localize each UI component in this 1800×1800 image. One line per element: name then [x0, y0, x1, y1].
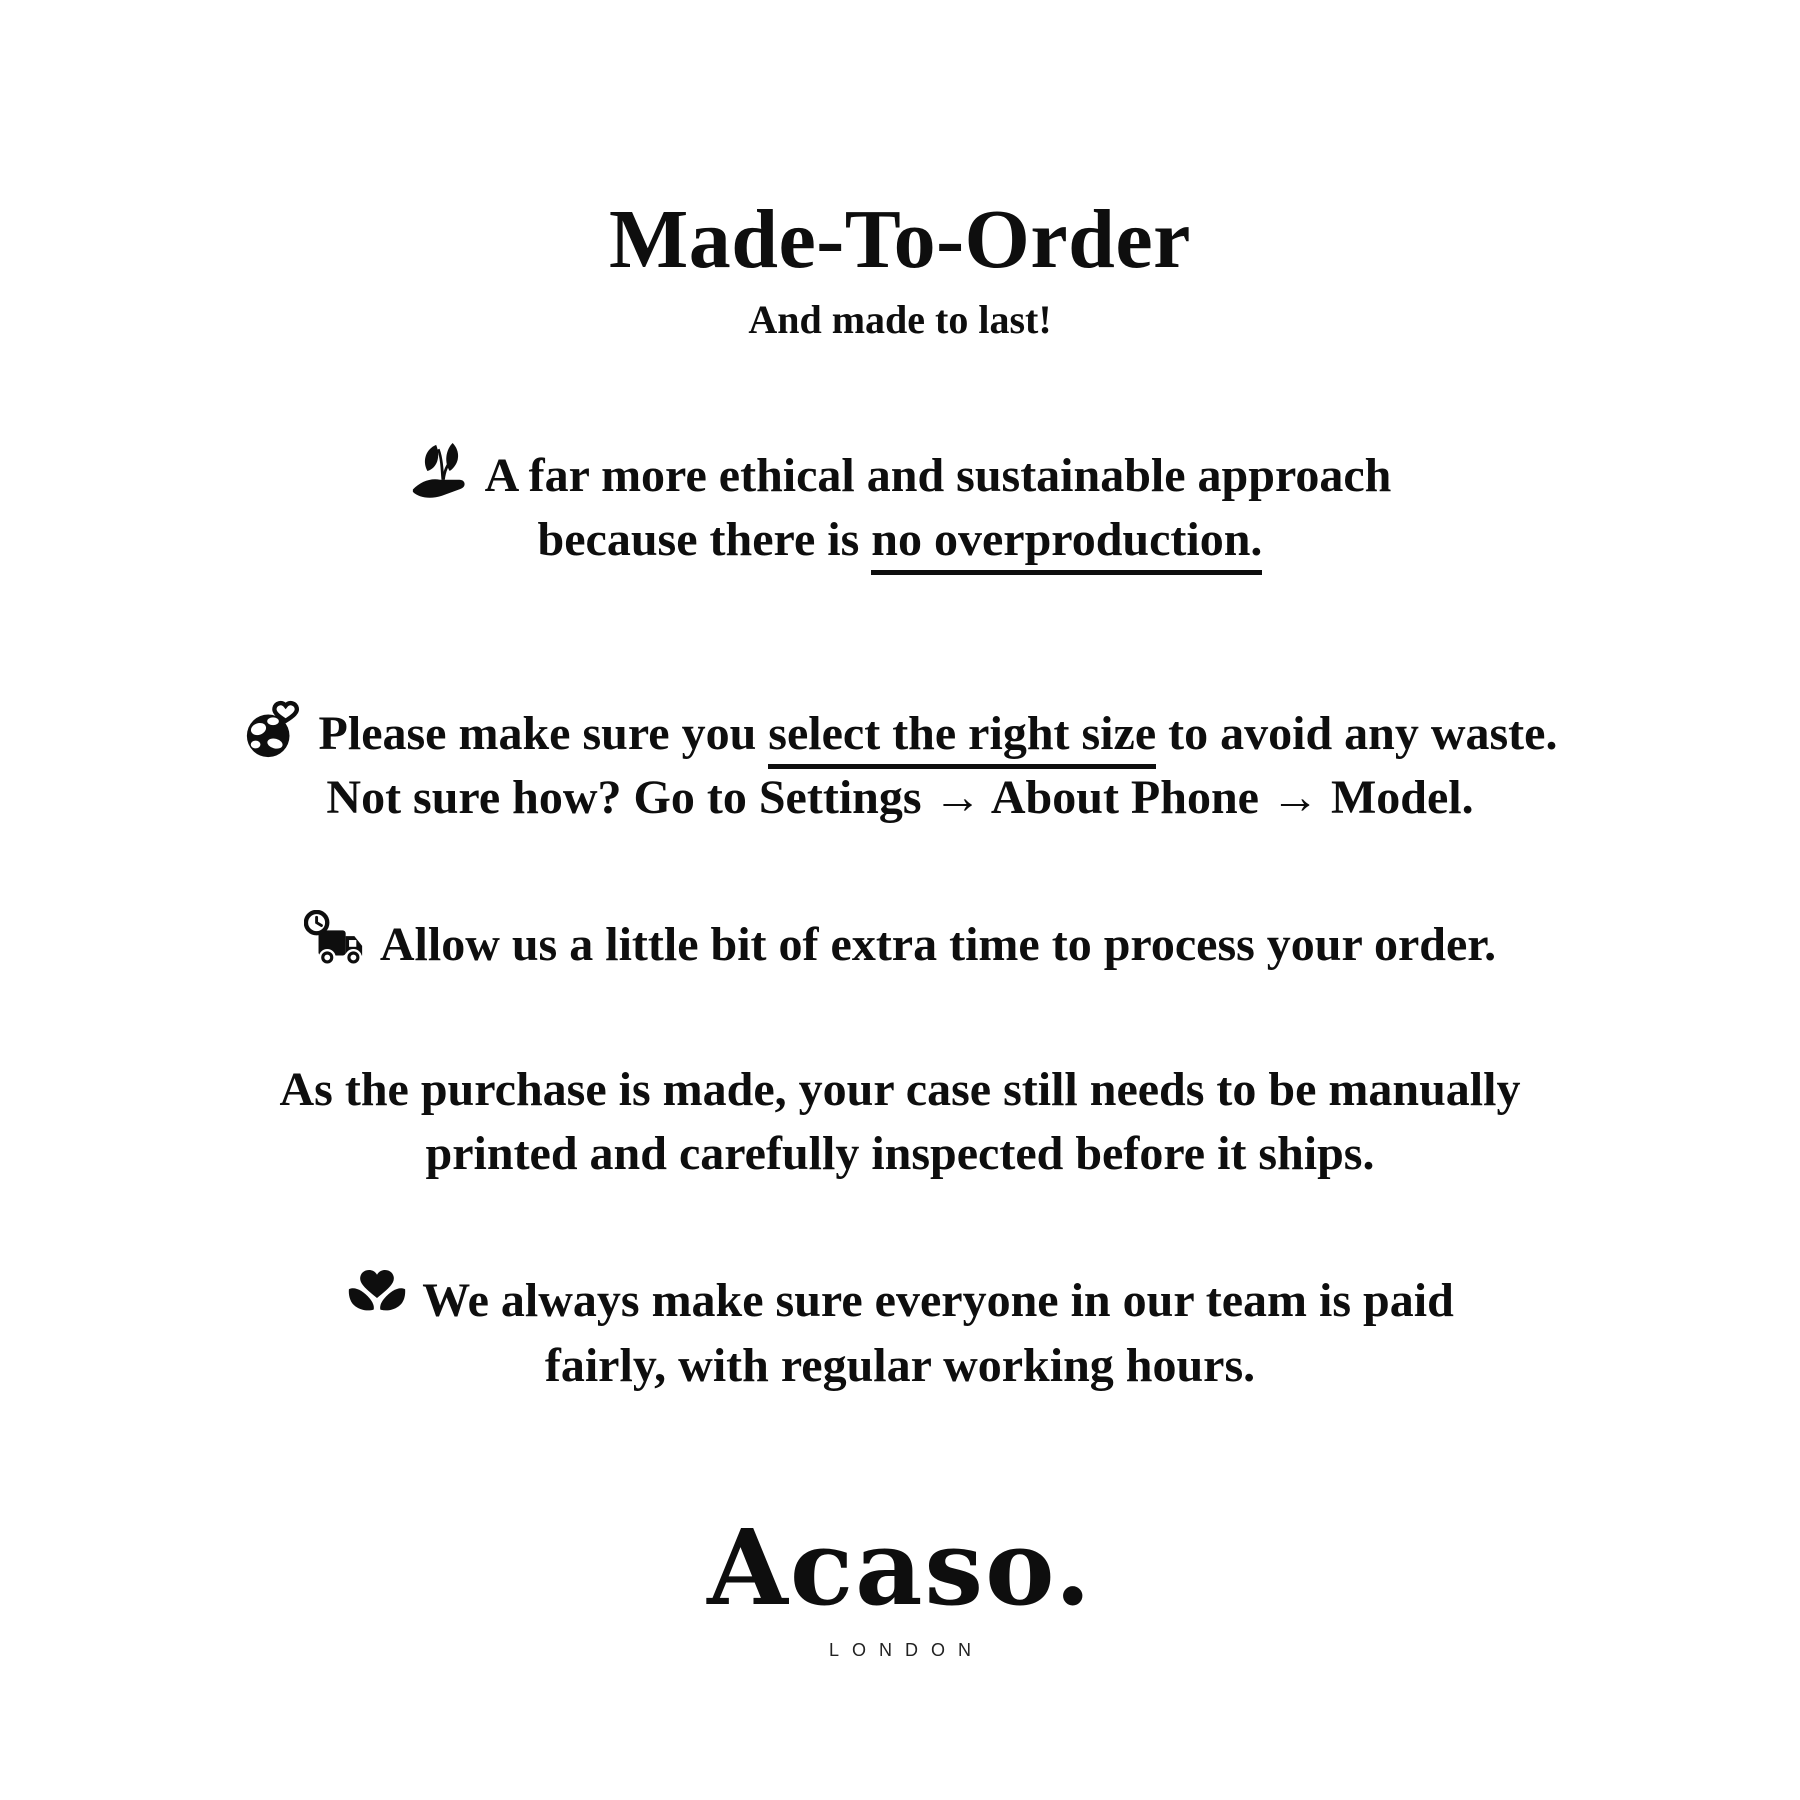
manual-printing-line2: printed and carefully inspected before it ships.: [425, 1126, 1375, 1180]
brand-location: LONDON: [828, 1639, 984, 1660]
sizing-line1-prefix: Please make sure you: [318, 706, 769, 760]
page-title: Made-To-Order: [609, 193, 1191, 286]
sizing-line2: Not sure how? Go to Settings → About Phone → Model.: [326, 770, 1474, 824]
page-subtitle: And made to last!: [748, 297, 1052, 342]
delivery-truck-with-clock-icon: [304, 910, 366, 972]
paragraph-fair-pay: [70, 1266, 1730, 1398]
sustainability-underlined-text: no overproduction.: [871, 513, 1262, 575]
sustainability-line2-prefix: because there is: [537, 513, 872, 567]
seedling-in-hand-icon: [409, 441, 471, 503]
sizing-line1-suffix: to avoid any waste.: [1156, 706, 1558, 760]
manual-printing-line1: As the purchase is made, your case still needs to be manually: [279, 1062, 1521, 1116]
paragraph-manual-printing: [70, 1058, 1730, 1187]
paragraph-sustainability: [70, 441, 1730, 573]
sustainability-line1: A far more ethical and sustainable approach: [484, 449, 1392, 502]
hands-holding-heart-icon: [346, 1266, 408, 1328]
paragraph-processing-time: [70, 910, 1730, 977]
brand-logo: Acaso.: [707, 1505, 1093, 1629]
processing-time-text: Allow us a little bit of extra time to process your order.: [379, 918, 1497, 972]
globe-with-heart-icon: [243, 699, 305, 761]
body-content: [0, 441, 1800, 1398]
fair-pay-line2: fairly, with regular working hours.: [544, 1338, 1256, 1392]
sizing-underlined-text: select the right size: [768, 707, 1156, 769]
fair-pay-line1: We always make sure everyone in our team is paid: [422, 1274, 1454, 1328]
paragraph-sizing: [70, 699, 1730, 831]
